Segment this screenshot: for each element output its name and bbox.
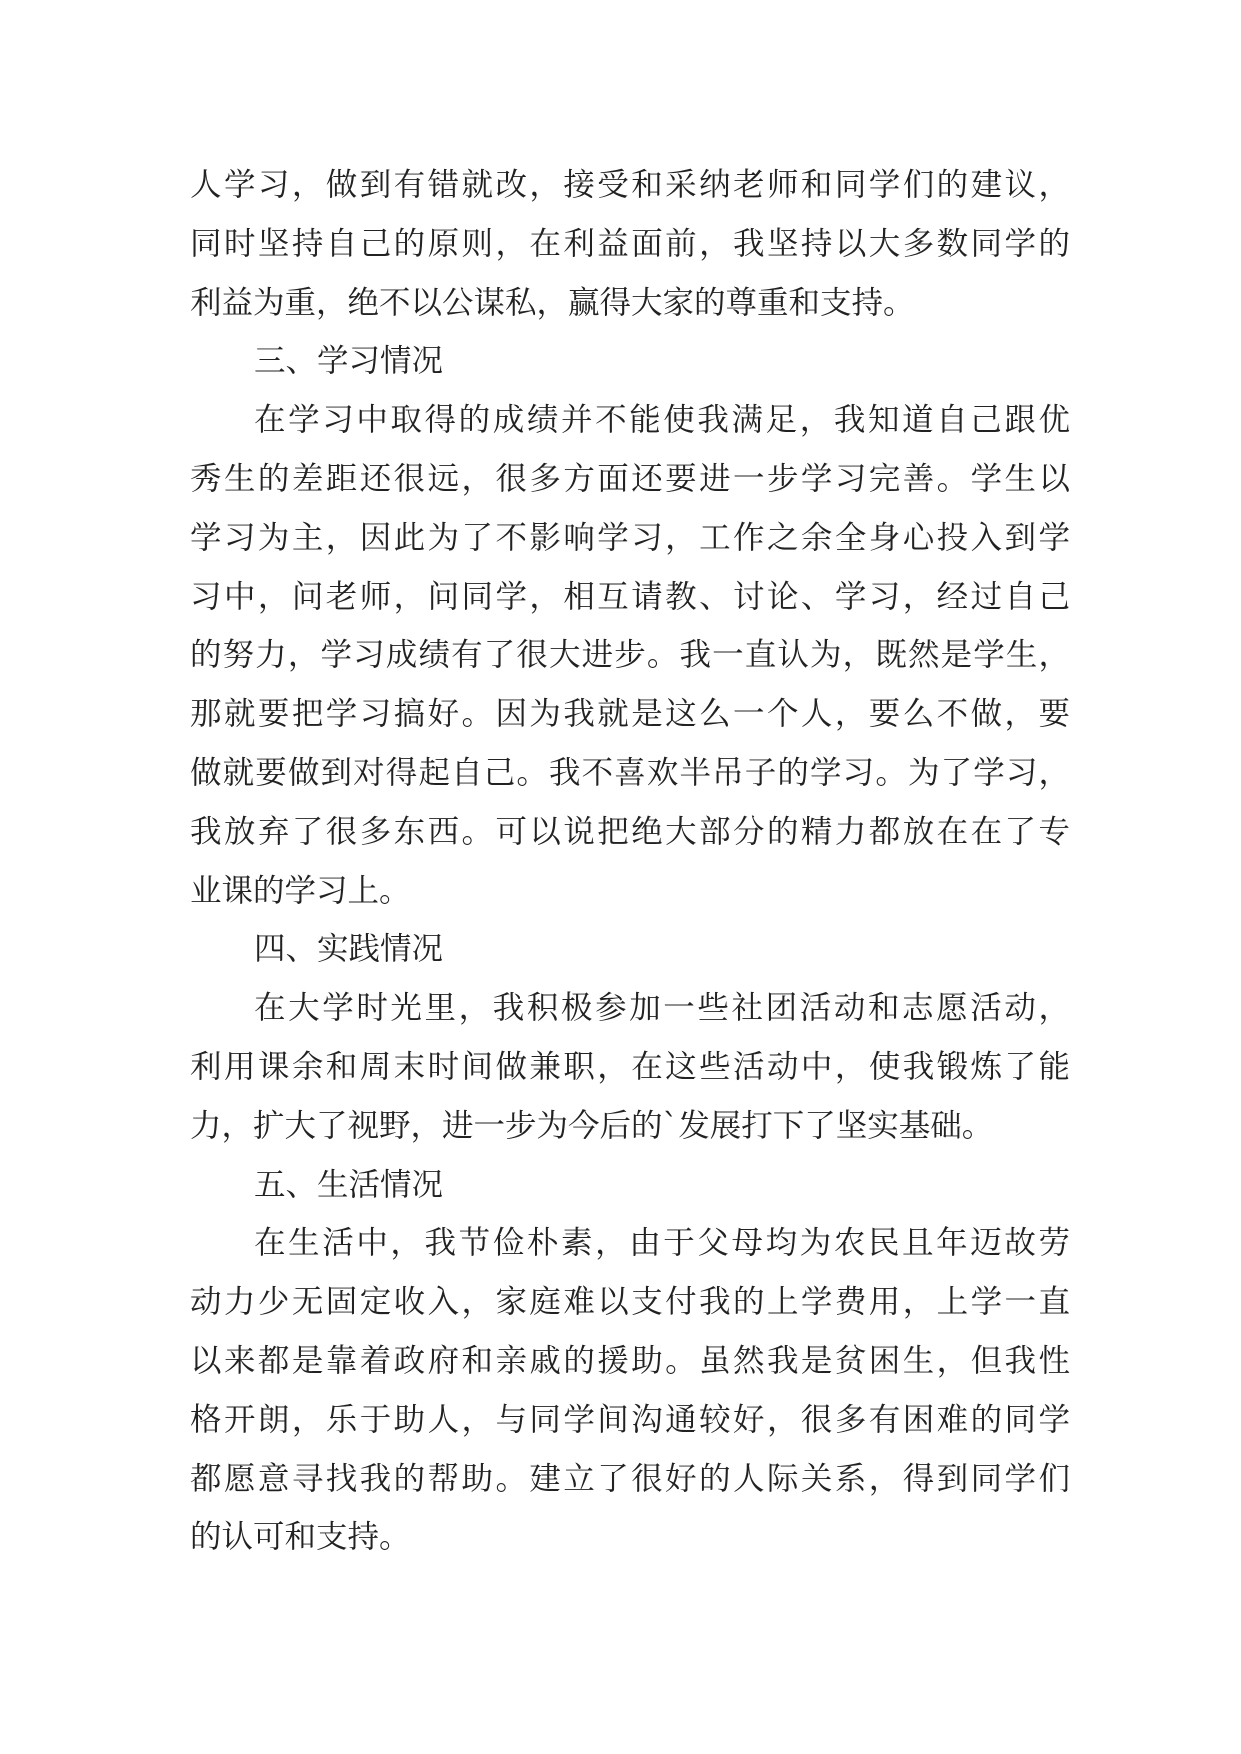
text-line: 动力少无固定收入，家庭难以支付我的上学费用，上学一直	[190, 1284, 1070, 1321]
section-heading-study: 三、学习情况	[254, 343, 444, 380]
text-line: 利用课余和周末时间做兼职，在这些活动中，使我锻炼了能	[190, 1048, 1070, 1085]
text-line: 在生活中，我节俭朴素，由于父母均为农民且年迈故劳	[254, 1225, 1070, 1262]
document-body	[190, 156, 1070, 1567]
text-line: 格开朗，乐于助人，与同学间沟通较好，很多有困难的同学	[190, 1401, 1070, 1438]
text-line: 以来都是靠着政府和亲戚的援助。虽然我是贫困生，但我性	[190, 1342, 1070, 1379]
section-heading-life: 五、生活情况	[254, 1166, 444, 1203]
text-line: 做就要做到对得起自己。我不喜欢半吊子的学习。为了学习，	[190, 754, 1070, 791]
paragraph-continued	[190, 156, 1070, 332]
text-line: 利益为重，绝不以公谋私，赢得大家的尊重和支持。	[190, 284, 915, 321]
text-line: 的努力，学习成绩有了很大进步。我一直认为，既然是学生，	[190, 637, 1070, 674]
text-line: 都愿意寻找我的帮助。建立了很好的人际关系，得到同学们	[190, 1460, 1070, 1497]
text-line: 的认可和支持。	[190, 1519, 411, 1556]
text-line: 在大学时光里，我积极参加一些社团活动和志愿活动，	[254, 990, 1070, 1027]
text-line: 在学习中取得的成绩并不能使我满足，我知道自己跟优	[254, 402, 1070, 439]
text-line: 同时坚持自己的原则，在利益面前，我坚持以大多数同学的	[190, 225, 1070, 262]
text-line: 学习为主，因此为了不影响学习，工作之余全身心投入到学	[190, 519, 1070, 556]
paragraph-study	[190, 391, 1070, 920]
text-line: 那就要把学习搞好。因为我就是这么一个人，要么不做，要	[190, 696, 1070, 733]
paragraph-life	[190, 1214, 1070, 1567]
text-line: 业课的学习上。	[190, 872, 411, 909]
text-line: 人学习，做到有错就改，接受和采纳老师和同学们的建议，	[190, 167, 1070, 203]
text-line: 习中，问老师，问同学，相互请教、讨论、学习，经过自己	[190, 578, 1070, 615]
text-line: 力，扩大了视野，进一步为今后的`发展打下了坚实基础。	[190, 1107, 994, 1144]
text-line: 秀生的差距还很远，很多方面还要进一步学习完善。学生以	[190, 460, 1070, 497]
paragraph-practice	[190, 979, 1070, 1155]
text-line: 我放弃了很多东西。可以说把绝大部分的精力都放在在了专	[190, 813, 1070, 850]
section-heading-practice: 四、实践情况	[254, 931, 444, 968]
